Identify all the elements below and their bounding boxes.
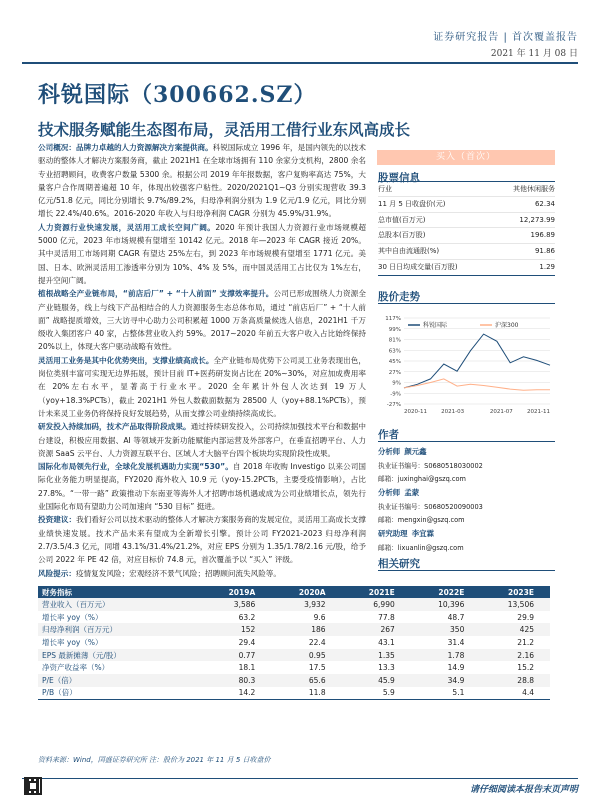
stock-info-row: 行业 其他休闲服务 — [378, 181, 555, 197]
x-tick-label: 2021-11 — [527, 409, 550, 415]
paragraph-overview: 公司概况：品牌力卓越的人力资源解决方案提供商。科锐国际成立 1996 年，是国内领先的以技术驱动的整体人才解决方案服务商，截止 2021H1 在全球市场拥有 110 余家分支机构，2800 余名专业招聘顾问，收费客户数量 5300 余。根据公司 2019 年年报数据，客户复购率高达 75%，大量客户合作周期普遍超 10 年，体现出较强客户粘性。2020/2021Q1~Q3 分别实现营收 39.3 亿元/51.8 亿元，同比分别增长 9.7%/89.2%，归母净利润分别为 1.9 亿元/1.9 亿元，同比分别增长 22.4%/40.6%。2016-2020 年收入与归母净利润 CAGR 分别为 45.9%/31.9%。 — [38, 143, 367, 219]
paragraph-rnd: 研发投入持续加码，技术产品取得阶段成果。通过持续研发投入，公司持续加强技术平台和数据中台建设，积极应用数据、AI 等领域开发新功能赋能内部运营及外部客户，在垂直招聘平台、人力资源 SaaS 云平台、人力资源互联平台、区域人才大脑平台四个板块均实现阶段性成果。 — [38, 422, 367, 458]
analyst-block: 分析师 颜元鑫 执业证书编号：S0680518030002 邮箱：juxinghai@gszq.com — [378, 447, 483, 483]
authors-title: 作者 — [378, 429, 399, 441]
y-tick-label: 81% — [388, 337, 401, 344]
rating-badge: 买入（首次） — [377, 150, 555, 165]
y-tick-label: 99% — [388, 326, 401, 333]
report-subtitle: 技术服务赋能生态图布局，灵活用工借行业东风高成长 — [38, 120, 411, 139]
legend-label: 沪深300 — [495, 322, 519, 329]
x-tick-label: 2021-03 — [441, 409, 465, 415]
qr-code-center — [28, 781, 38, 791]
price-trend-divider — [378, 303, 555, 304]
table-row: 归母净利润（百万元） 152 186 267 350 425 — [38, 623, 550, 636]
stock-info-table — [378, 181, 555, 276]
table-header-row: 财务指标 2019A 2020A 2021E 2022E 2023E — [38, 586, 550, 598]
x-tick-label: 2020-11 — [404, 409, 427, 415]
table-source-note: 资料来源：Wind，国盛证券研究所 注：股价为 2021 年 11 月 5 日收盘价 — [38, 756, 271, 764]
y-tick-label: -27% — [386, 402, 401, 408]
table-row: 营业收入（百万元） 3,586 3,932 6,990 10,396 13,506 — [38, 598, 550, 611]
y-tick-label: 9% — [392, 380, 401, 387]
paragraph-flexible-staffing: 灵活用工业务是其中化优势突出，支撑业绩高成长。全产业链布局优势下公司灵工业务表现出色，岗位类别丰富可实现无边界拓展，预计目前 IT+医药研发岗占比在 20%~30%，对应加成费用率在 20%左右水平，显著高于行业水平。2020 全年累计外包人次达到 19 万人（yoy+18.3%PCTs），截止 2021H1 外包人数截面数据为 28500 人（yoy+88.1%PCTs），预计未来灵工业务仍将保持良好发展趋势，从而支撑公司业绩持续高成长。 — [38, 355, 367, 418]
y-tick-label: 27% — [388, 369, 401, 376]
paragraph-risk: 风险提示：疫情复发风险；宏观经济不景气风险；招聘顾问流失风险等。 — [38, 568, 281, 578]
y-tick-label: 45% — [388, 359, 401, 365]
table-row: P/E（倍） 80.3 65.6 45.9 34.9 28.8 — [38, 674, 550, 687]
table-row: 增长率 yoy（%） 29.4 22.4 43.1 31.4 21.2 — [38, 636, 550, 649]
stock-info-title: 股票信息 — [378, 172, 420, 184]
table-row: 增长率 yoy（%） 63.2 9.6 77.8 48.7 29.9 — [38, 611, 550, 624]
financial-table — [38, 586, 550, 700]
analyst-block: 研究助理 李宜霖 邮箱：lixuanlin@gszq.com — [378, 529, 464, 552]
stock-info-row: 30 日日均成交量(百万股) 1.29 — [378, 260, 555, 276]
y-tick-label: 117% — [385, 316, 401, 322]
price-trend-title: 股价走势 — [378, 291, 420, 303]
price-trend-chart — [378, 312, 555, 417]
stock-info-row: 11 月 5 日收盘价(元) 62.34 — [378, 197, 555, 213]
footer-divider — [22, 778, 578, 779]
footer-disclaimer: 请仔细阅读本报告末页声明 — [469, 785, 578, 795]
stock-info-row: 总股本(百万股) 196.89 — [378, 228, 555, 244]
report-body — [38, 141, 366, 580]
table-row: P/B（倍） 14.2 11.8 5.9 5.1 4.4 — [38, 687, 550, 700]
analyst-block: 分析师 孟蒙 执业证书编号：S0680520090003 邮箱：mengxin@gszq.com — [378, 488, 483, 524]
table-row: 净资产收益率（%） 18.1 17.5 13.3 14.9 15.2 — [38, 661, 550, 674]
y-tick-label: -9% — [390, 391, 401, 398]
x-tick-label: 2021-07 — [489, 409, 513, 415]
report-category: 证券研究报告 | 首次覆盖报告 — [433, 32, 578, 43]
table-row: EPS 最新摊薄（元/股） 0.77 0.95 1.35 1.78 2.16 — [38, 649, 550, 662]
paragraph-international: 国际化布局领先行业，全球化发展机遇助力实现“530”。自 2018 年收购 Investigo 以来公司国际化业务能力明显提高，FY2020 海外收入 10.9 元（yoy-15.2PCTs，主要受疫情影响），占比 27.8%。“一带一路” 政策推动下东南亚等海外人才招聘市场机遇或成为公司业绩增长点，领先行业国际化布局有望助力公司加速向 “530 目标” 挺进。 — [38, 462, 366, 512]
header-divider — [22, 62, 578, 64]
related-research-title: 相关研究 — [378, 558, 420, 570]
report-date: 2021 年 11 月 08 日 — [490, 49, 578, 59]
legend-label: 科锐国际 — [423, 322, 448, 329]
stock-info-row: 总市值(百万元) 12,273.99 — [378, 213, 555, 229]
y-tick-label: 63% — [388, 348, 401, 355]
paragraph-strategy: 植根战略全产业链布局，“前店后厂” + “十人前面” 支撑效率提升。公司已形成围绕人力资源全产业链服务，线上与线下产品相结合的人力资源服务生态总体布局，通过 “前店后厂” + “十人前面” 战略提质增效，三大访寻中心助力公司积累超 1000 万条高质量候选人信息，2021H1 千万级收入集团客户 40 家，占整体营业收入约 59%。2017~2020 年前五大客户收入占比始终保持 20%以上，体现大客户驱动战略有效性。 — [38, 289, 366, 352]
paragraph-industry: 人力资源行业快速发展，灵活用工成长空间广阔。2020 年预计我国人力资源行业市场规模超 5000 亿元，2023 年市场规模有望增至 10142 亿元。2018 年—2023 年 CAGR 接近 20%。其中灵活用工市场同期 CAGR 有望达 25%左右，到 2023 年市场规模有望增至 1771 亿元。美国、日本、欧洲灵活用工渗透率分别为 10%、4% 及 5%，而中国灵活用工占比仅为 1%左右，提升空间广阔。 — [38, 222, 366, 285]
stock-info-row: 其中自由流通股(%) 91.86 — [378, 244, 555, 260]
related-divider — [378, 570, 555, 571]
paragraph-investment: 投资建议：我们看好公司以技术驱动的整体人才解决方案服务商的发展定位，灵活用工高成长支撑业绩快速发展。技术产品未来有望成为全新增长引擎。预计公司 FY2021-2023 归母净利润 2.7/3.5/4.3 亿元，同增 43.1%/31.4%/21.2%，对应 EPS 分别为 1.35/1.78/2.16 元/股，给予公司 2022 年 PE 42 倍，对应目标价 74.8 元，首次覆盖予以 “买入” 评级。 — [38, 515, 367, 565]
authors-divider — [378, 441, 555, 442]
company-title: 科锐国际（300662.SZ） — [38, 82, 317, 108]
